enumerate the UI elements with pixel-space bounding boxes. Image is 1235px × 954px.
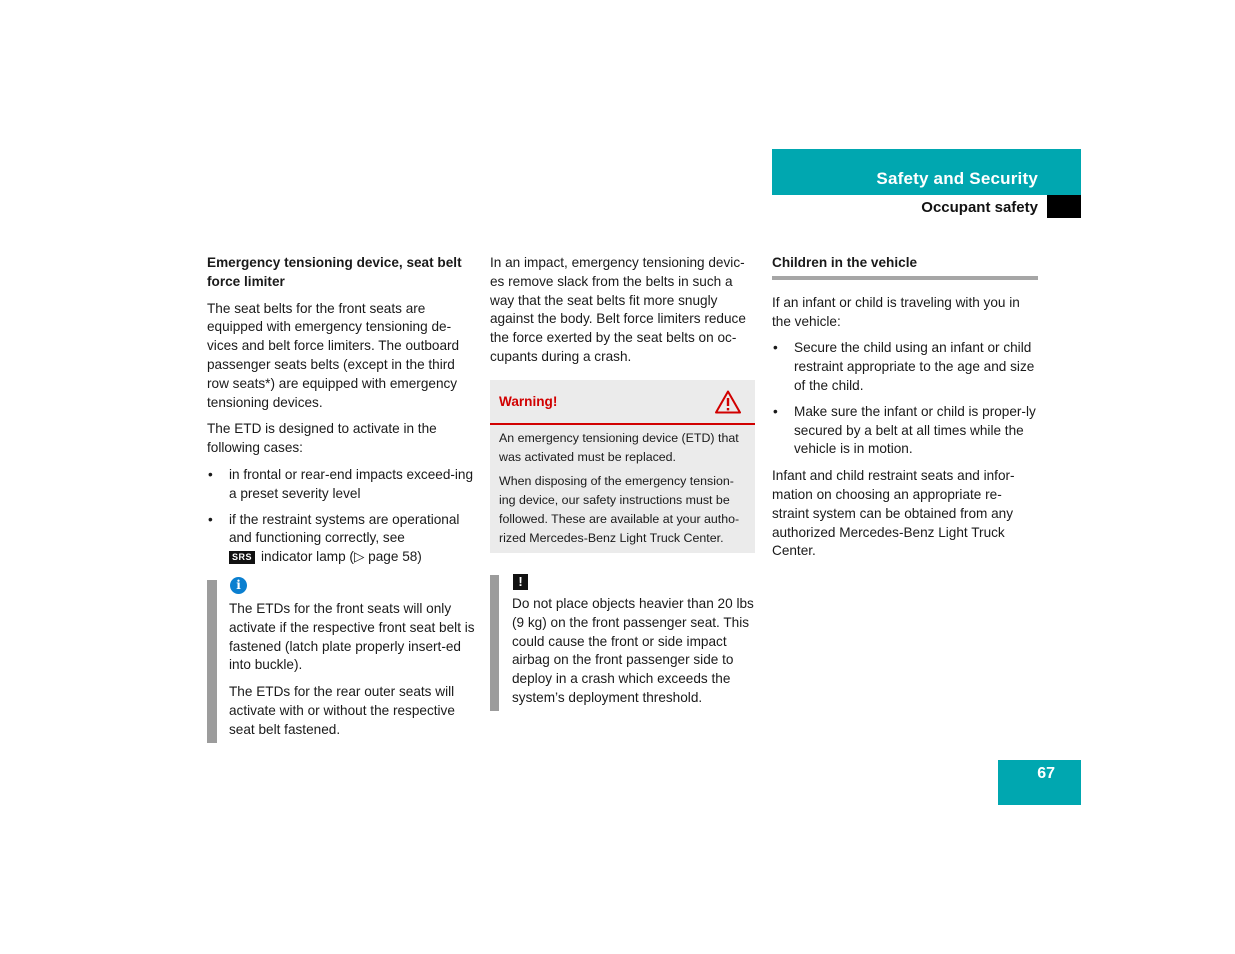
list-item: [207, 511, 474, 567]
info-box: [229, 600, 475, 740]
children-info-paragraph: Infant and child restraint seats and infor-mation on choosing an appropriate re-straint system can be obtained from any authorized Mercedes-Benz Light Truck Center.: [772, 468, 1015, 559]
etd-intro-paragraph: The seat belts for the front seats are equipped with emergency tensioning de-vices and belt force limiters. The outboard passenger seats belts (except in the third row seats*) are equipped with emergency tensioning devices.: [207, 300, 460, 410]
warning-paragraph-disposal: When disposing of the emergency tension-ing device, our safety instructions must be followed. These are available at your autho-rized Mercedes-Benz Light Truck Center.: [499, 474, 740, 545]
column-1: [207, 254, 474, 575]
info-paragraph-front: The ETDs for the front seats will only activate if the respective front seat belt is fastened (latch plate properly insert-ed into buckle).: [229, 601, 475, 673]
warning-box: [490, 380, 755, 553]
column-2: [490, 254, 755, 367]
list-item: • Secure the child using an infant or child restraint appropriate to the age and size of the child.: [772, 339, 1038, 395]
section-header-bar: [772, 149, 1081, 195]
children-heading: Children in the vehicle: [772, 255, 918, 270]
heading-rule: [772, 276, 1038, 280]
children-intro-paragraph: If an infant or child is traveling with you in the vehicle:: [772, 294, 1020, 329]
children-list: [772, 339, 1038, 459]
exclamation-icon: !: [513, 574, 528, 590]
etd-cases-list: [207, 466, 474, 567]
warning-body: [499, 429, 749, 548]
page-number: 67: [1037, 765, 1055, 782]
subsection-title: Occupant safety: [921, 199, 1038, 216]
srs-indicator-icon: SRS: [229, 551, 255, 564]
notice-text: Do not place objects heavier than 20 lbs (9 kg) on the front passenger seat. This could cause the front or side impact airbag on the front passenger side to deploy in a crash which exceeds the system’s deployment threshold.: [512, 596, 754, 705]
notice-box-bar: [490, 575, 499, 711]
warning-paragraph-replace: An emergency tensioning device (ETD) that was activated must be replaced.: [499, 431, 739, 464]
list-item: • Make sure the infant or child is proper-ly secured by a belt at all times while the vehicle is in motion.: [772, 403, 1038, 459]
warning-triangle-icon: [715, 390, 741, 414]
page-number-box: [998, 760, 1081, 805]
etd-cases-paragraph: The ETD is designed to activate in the following cases:: [207, 421, 437, 456]
header-marker-block: [1047, 195, 1081, 218]
list-item: • in frontal or rear-end impacts exceed-ing a preset severity level: [207, 466, 474, 504]
impact-paragraph: In an impact, emergency tensioning devic-es remove slack from the belts in such a way that the seat belts fit more snugly against the body. Belt force limiters reduce the force exerted by the seat belts on oc-cupants during a crash.: [490, 255, 746, 364]
section-title: Safety and Security: [876, 169, 1038, 188]
column-3: [772, 254, 1038, 561]
info-paragraph-rear: The ETDs for the rear outer seats will activate with or without the respective seat belt fastened.: [229, 684, 455, 737]
warning-header: [490, 380, 755, 425]
warning-label: Warning!: [499, 394, 558, 409]
etd-heading: Emergency tensioning device, seat belt force limiter: [207, 255, 462, 289]
bullet2-text: if the restraint systems are operational and functioning correctly, see: [229, 511, 460, 546]
info-box-bar: [207, 580, 217, 743]
page-reference-link[interactable]: indicator lamp (▷ page 58): [261, 549, 422, 565]
info-icon: i: [230, 577, 247, 594]
